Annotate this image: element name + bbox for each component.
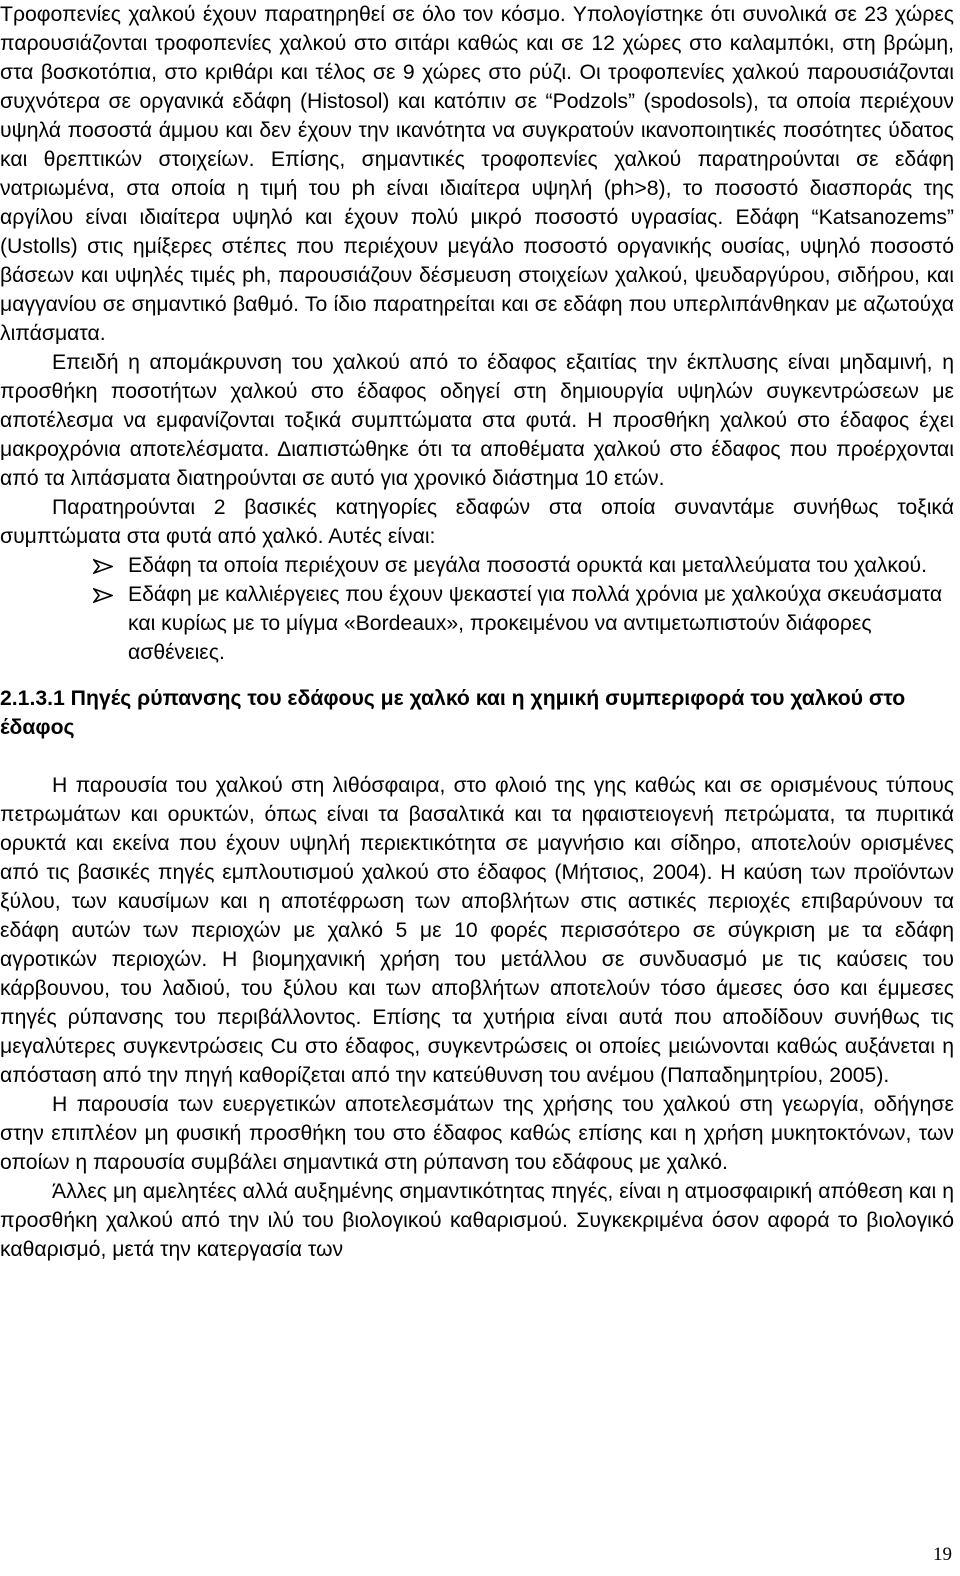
paragraph-agriculture-use: Η παρουσία των ευεργετικών αποτελεσμάτων της χρήσης του χαλκού στη γεωργία, οδήγησε στην επιπλέον μη φυσική προσθήκη του στο έδαφος καθώς επίσης και η χρήση μυκητοκτόνων, των οποίων η παρουσία συμβάλει σημαντικά στη ρύπανση του εδάφους με χαλκό. bbox=[0, 1093, 954, 1174]
list-item-text: Εδάφη με καλλιέργειες που έχουν ψεκαστεί για πολλά χρόνια με χαλκούχα σκευάσματα και κυρίως με το μίγμα «Bordeaux», προκειμένου να αντιμετωπιστούν διάφορες ασθένειες. bbox=[128, 583, 943, 664]
paragraph-other-sources: Άλλες μη αμελητέες αλλά αυξημένης σημαντικότητας πηγές, είναι η ατμοσφαιρική απόθεση και η προσθήκη χαλκού από την ιλύ του βιολογικού καθαρισμού. Συγκεκριμένα όσον αφορά το βιολογικό καθαρισμό, μετά την κατεργασία των bbox=[0, 1180, 954, 1261]
list-item bbox=[0, 580, 954, 667]
paragraph-copper-deficiencies: Τροφοπενίες χαλκού έχουν παρατηρηθεί σε όλο τον κόσμο. Υπολογίστηκε ότι συνολικά σε 23 χώρες παρουσιάζονται τροφοπενίες χαλκού στο σιτάρι καθώς και σε 12 χώρες στο καλαμπόκι, στη βρώμη, στα βοσκοτόπια, στο κριθάρι και τέλος σε 9 χώρες στο ρύζι. Οι τροφοπενίες χαλκού παρουσιάζονται συχνότερα σε οργανικά εδάφη (Histosol) και κατόπιν σε “Podzols” (spodosols), τα οποία περιέχουν υψηλά ποσοστά άμμου και δεν έχουν την ικανότητα να συγκρατούν ικανοποιητικές ποσότητες ύδατος και θρεπτικών στοιχείων. Επίσης, σημαντικές τροφοπενίες χαλκού παρατηρούνται σε εδάφη νατριωμένα, στα οποία η τιμή του ph είναι ιδιαίτερα υψηλή (ph>8), το ποσοστό διασποράς της αργίλου είναι ιδιαίτερα υψηλό και έχουν πολύ μικρό ποσοστό υγρασίας. Εδάφη “Katsanozems” (Ustolls) στις ημίξερες στέπες που περιέχουν μεγάλο ποσοστό οργανικής ουσίας, υψηλό ποσοστό βάσεων και υψηλές τιμές ph, παρουσιάζουν δέσμευση στοιχείων χαλκού, ψευδαργύρου, σιδήρου, και μαγγανίου σε σημαντικό βαθμό. Το ίδιο παρατηρείται και σε εδάφη που υπερλιπάνθηκαν με αζωτούχα λιπάσματα. bbox=[0, 3, 954, 345]
soil-category-list bbox=[0, 551, 954, 667]
paragraph-pollution-sources: Η παρουσία του χαλκού στη λιθόσφαιρα, στο φλοιό της γης καθώς και σε ορισμένους τύπους πετρωμάτων και ορυκτών, όπως είναι τα βασαλτικά και τα ηφαιστειογενή πετρώματα, τα πυριτικά ορυκτά και εκείνα που έχουν υψηλή περιεκτικότητα σε μαγνήσιο και σίδηρο, αποτελούν ορισμένες από τις βασικές πηγές εμπλουτισμού χαλκού στο έδαφος (Μήτσιος, 2004). Η καύση των προϊόντων ξύλου, των καυσίμων και η αποτέφρωση των αποβλήτων στις αστικές περιοχές επιβαρύνουν τα εδάφη αυτών των περιοχών με χαλκό 5 με 10 φορές περισσότερο σε σύγκριση με τα εδάφη αγροτικών περιοχών. Η βιομηχανική χρήση του μετάλλου σε συνδυασμό με τις καύσεις του κάρβουνου, του λαδιού, του ξύλου και των αποβλήτων αποτελούν τόσο άμεσες όσο και έμμεσες πηγές ρύπανσης του περιβάλλοντος. Επίσης τα χυτήρια είναι αυτά που αποδίδουν συνήθως τις μεγαλύτερες συγκεντρώσεις Cu στο έδαφος, συγκεντρώσεις οι οποίες μειώνονται καθώς αυξάνεται η απόσταση από την πηγή καθορίζεται από την κατεύθυνση του ανέμου (Παπαδημητρίου, 2005). bbox=[0, 774, 954, 1087]
arrow-bullet-icon bbox=[93, 588, 113, 603]
paragraph-soil-categories: Παρατηρούνται 2 βασικές κατηγορίες εδαφών στα οποία συναντάμε συνήθως τοξικά συμπτώματα στα φυτά από χαλκό. Αυτές είναι: bbox=[0, 496, 954, 548]
paragraph-copper-toxicity: Επειδή η απομάκρυνση του χαλκού από το έδαφος εξαιτίας την έκπλυσης είναι μηδαμινή, η προσθήκη ποσοτήτων χαλκού στο έδαφος οδηγεί στη δημιουργία υψηλών συγκεντρώσεων με αποτέλεσμα να εμφανίζονται τοξικά συμπτώματα στα φυτά. Η προσθήκη χαλκού στο έδαφος έχει μακροχρόνια αποτελέσματα. Διαπιστώθηκε ότι τα αποθέματα χαλκού στο έδαφος που προέρχονται από τα λιπάσματα διατηρούνται σε αυτό για χρονικό διάστημα 10 ετών. bbox=[0, 351, 954, 490]
arrow-bullet-icon bbox=[93, 559, 113, 574]
list-item bbox=[0, 551, 954, 580]
list-item-text: Εδάφη τα οποία περιέχουν σε μεγάλα ποσοστά ορυκτά και μεταλλεύματα του χαλκού. bbox=[128, 554, 928, 577]
section-heading: 2.1.3.1 Πηγές ρύπανσης του εδάφους με χαλκό και η χημική συμπεριφορά του χαλκού στο έδαφος bbox=[0, 687, 906, 739]
page-number: 19 bbox=[933, 1544, 952, 1565]
spacer bbox=[0, 742, 954, 771]
